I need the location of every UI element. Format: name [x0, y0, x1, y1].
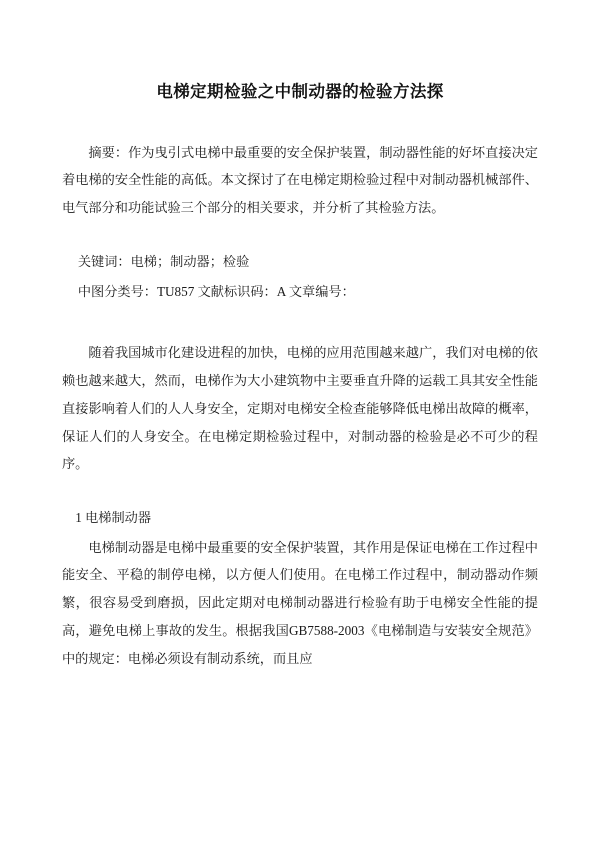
section-1-heading: 1 电梯制动器 [75, 509, 152, 525]
classification-line: 中图分类号：TU857 文献标识码：A 文章编号： [77, 283, 355, 299]
page-title: 电梯定期检验之中制动器的检验方法探 [156, 82, 444, 101]
section-1-body: 电梯制动器是电梯中最重要的安全保护装置，其作用是保证电梯在工作过程中能安全、平稳的制停电梯，以方便人们使用。在电梯工作过程中，制动器动作频繁，很容易受到磨损，因此定期对电梯制动器进行检验有助于电梯安全性能的提高，避免电梯上事故的发生。根据我国GB7588-2003《电梯制造与安装安全规范》中的规定：电梯必须设有制动系统，而且应 [62, 539, 538, 666]
introduction-paragraph: 随着我国城市化建设进程的加快，电梯的应用范围越来越广，我们对电梯的依赖也越来越大，然而，电梯作为大小建筑物中主要垂直升降的运载工具其安全性能直接影响着人们的人人身安全，定期对电梯安全检查能够降低电梯出故障的概率，保证人们的人身安全。在电梯定期检验过程中，对制动器的检验是必不可少的程序。 [62, 345, 538, 472]
abstract-paragraph: 摘要：作为曳引式电梯中最重要的安全保护装置，制动器性能的好坏直接决定着电梯的安全性能的高低。本文探讨了在电梯定期检验过程中对制动器机械部件、电气部分和功能试验三个部分的相关要求，并分析了其检验方法。 [62, 144, 538, 216]
keywords-line: 关键词：电梯；制动器；检验 [77, 253, 250, 269]
